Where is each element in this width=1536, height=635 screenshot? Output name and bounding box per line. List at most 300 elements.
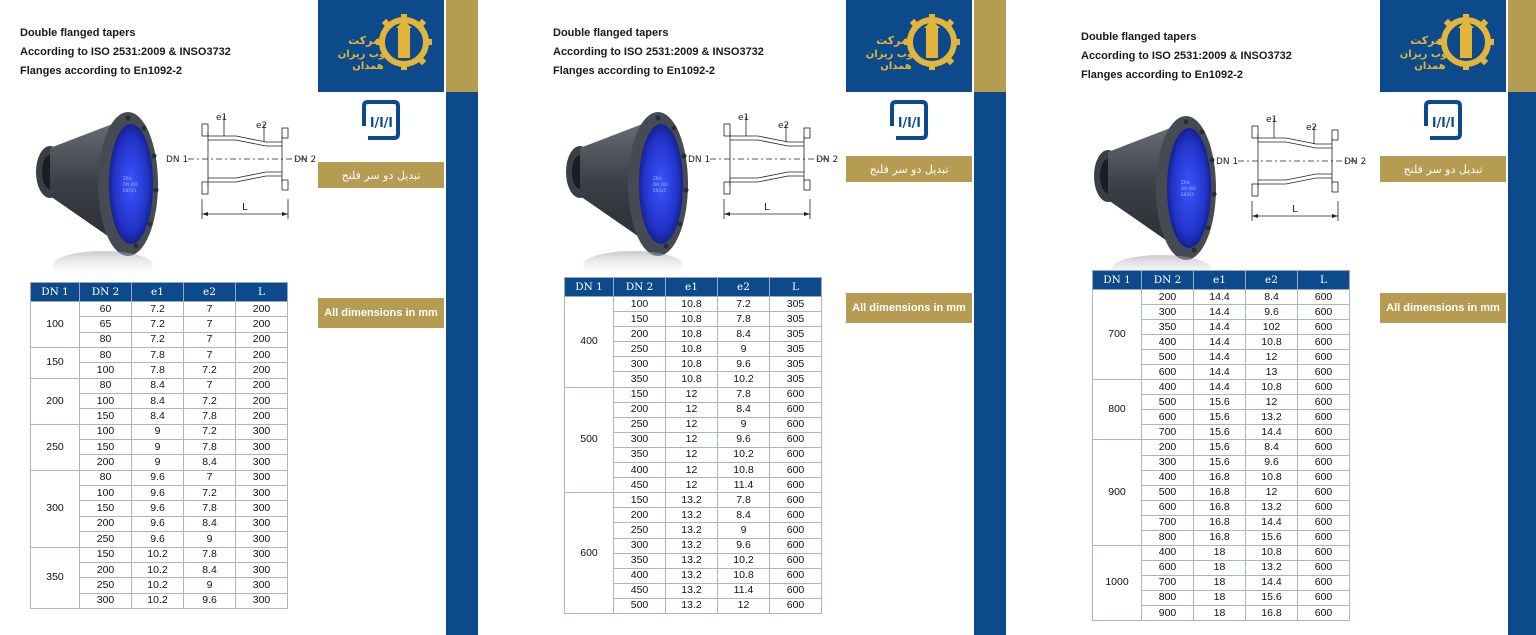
dn1-cell: 700 xyxy=(1093,290,1142,380)
e1-cell: 9 xyxy=(132,424,184,439)
table-header-row xyxy=(1093,271,1350,290)
e1-cell: 16.8 xyxy=(1194,515,1246,530)
e1-label: e1 xyxy=(1266,115,1278,125)
company-logo xyxy=(318,0,444,92)
logo-line-3: همدان xyxy=(880,61,912,72)
l-cell: 600 xyxy=(1298,590,1350,605)
l-cell: 600 xyxy=(1298,575,1350,590)
e2-cell: 13.2 xyxy=(1246,560,1298,575)
e2-cell: 14.4 xyxy=(1246,515,1298,530)
l-cell: 600 xyxy=(770,463,822,478)
e2-cell: 7 xyxy=(184,302,236,317)
table-body xyxy=(1093,290,1350,621)
e2-cell: 7.2 xyxy=(718,297,770,312)
dn2-cell: 80 xyxy=(80,348,132,363)
dn2-cell: 800 xyxy=(1142,590,1194,605)
e1-cell: 10.8 xyxy=(666,357,718,372)
e1-label: e1 xyxy=(216,113,228,123)
col-dn2-header: DN 2 xyxy=(80,283,132,302)
e1-cell: 15.6 xyxy=(1194,455,1246,470)
e1-cell: 13.2 xyxy=(666,508,718,523)
table-header-row xyxy=(31,283,288,302)
dn2-cell: 350 xyxy=(614,372,666,387)
dn2-cell: 400 xyxy=(1142,470,1194,485)
table-row xyxy=(1093,545,1350,560)
col-dn1-header: DN 1 xyxy=(565,278,614,297)
svg-text:EN545: EN545 xyxy=(123,188,137,193)
dn2-cell: 100 xyxy=(80,424,132,439)
dimensions-note: All dimensions in mm xyxy=(318,298,444,328)
l-cell: 600 xyxy=(1298,455,1350,470)
e2-cell: 8.4 xyxy=(184,516,236,531)
dn2-cell: 500 xyxy=(1142,395,1194,410)
l-cell: 300 xyxy=(236,516,288,531)
l-cell: 600 xyxy=(770,432,822,447)
logo-line-3: همدان xyxy=(352,61,384,72)
e1-cell: 15.6 xyxy=(1194,440,1246,455)
dn1-label: DN 1 xyxy=(1216,157,1239,167)
dn2-cell: 800 xyxy=(1142,530,1194,545)
dn2-cell: 250 xyxy=(614,342,666,357)
company-logo xyxy=(846,0,972,92)
table-row xyxy=(565,387,822,402)
dn2-cell: 300 xyxy=(614,357,666,372)
e1-cell: 14.4 xyxy=(1194,365,1246,380)
e2-cell: 10.2 xyxy=(718,372,770,387)
e1-cell: 14.4 xyxy=(1194,290,1246,305)
e1-cell: 13.2 xyxy=(666,553,718,568)
dn2-cell: 250 xyxy=(80,578,132,593)
e2-cell: 13.2 xyxy=(1246,410,1298,425)
dn2-label: DN 2 xyxy=(1344,157,1366,167)
dn2-label: DN 2 xyxy=(294,155,316,165)
l-cell: 600 xyxy=(1298,500,1350,515)
col-e1-header: e1 xyxy=(132,283,184,302)
l-cell: 600 xyxy=(1298,425,1350,440)
table-row xyxy=(565,297,822,312)
logo-line-1: شرکت xyxy=(876,34,912,47)
e2-cell: 7.2 xyxy=(184,486,236,501)
e2-cell: 10.8 xyxy=(1246,470,1298,485)
title-line-2: According to ISO 2531:2009 & INSO3732 xyxy=(1081,50,1292,62)
l-cell: 200 xyxy=(236,378,288,393)
e2-cell: 9.6 xyxy=(718,432,770,447)
l-cell: 305 xyxy=(770,357,822,372)
e2-cell: 10.8 xyxy=(1246,380,1298,395)
l-cell: 600 xyxy=(1298,440,1350,455)
l-cell: 600 xyxy=(1298,305,1350,320)
e2-cell: 16.8 xyxy=(1246,605,1298,620)
table-row xyxy=(1093,440,1350,455)
e2-cell: 7.8 xyxy=(718,493,770,508)
e1-cell: 13.2 xyxy=(666,568,718,583)
col-e1-header: e1 xyxy=(1194,271,1246,290)
e2-cell: 8.4 xyxy=(184,562,236,577)
l-cell: 600 xyxy=(1298,380,1350,395)
l-cell: 600 xyxy=(770,478,822,493)
gear-icon xyxy=(904,14,960,70)
panel-title-block xyxy=(1081,28,1292,85)
l-label: L xyxy=(242,202,248,213)
l-cell: 200 xyxy=(236,348,288,363)
dn2-cell: 450 xyxy=(614,583,666,598)
dn2-label: DN 2 xyxy=(816,155,838,165)
l-cell: 300 xyxy=(236,470,288,485)
l-cell: 300 xyxy=(236,562,288,577)
taper-photo xyxy=(558,100,698,280)
l-cell: 200 xyxy=(236,409,288,424)
dn2-cell: 60 xyxy=(80,302,132,317)
svg-text:DN 400: DN 400 xyxy=(123,182,138,187)
e1-cell: 10.8 xyxy=(666,297,718,312)
e1-cell: 12 xyxy=(666,387,718,402)
e1-cell: 12 xyxy=(666,463,718,478)
e1-cell: 15.6 xyxy=(1194,410,1246,425)
dn1-cell: 600 xyxy=(565,493,614,614)
table-row xyxy=(31,547,288,562)
l-cell: 300 xyxy=(236,547,288,562)
e2-cell: 9.6 xyxy=(1246,305,1298,320)
e2-cell: 8.4 xyxy=(718,402,770,417)
l-cell: 200 xyxy=(236,302,288,317)
dn2-cell: 500 xyxy=(614,598,666,613)
e1-cell: 9.6 xyxy=(132,486,184,501)
e1-cell: 14.4 xyxy=(1194,380,1246,395)
side-stripe xyxy=(1508,92,1536,635)
e2-cell: 15.6 xyxy=(1246,590,1298,605)
dn2-cell: 400 xyxy=(614,568,666,583)
dn2-cell: 80 xyxy=(80,470,132,485)
e2-cell: 14.4 xyxy=(1246,575,1298,590)
dn1-cell: 500 xyxy=(565,387,614,493)
dn2-cell: 100 xyxy=(80,486,132,501)
svg-text:EN545: EN545 xyxy=(653,188,667,193)
gear-icon xyxy=(1438,14,1494,70)
dn1-cell: 1000 xyxy=(1093,545,1142,620)
svg-text:ZRH: ZRH xyxy=(653,176,662,181)
col-dn1-header: DN 1 xyxy=(1093,271,1142,290)
e1-cell: 10.2 xyxy=(132,562,184,577)
dimensions-table-1 xyxy=(30,282,288,609)
l-cell: 305 xyxy=(770,312,822,327)
e2-label: e2 xyxy=(256,121,268,131)
catalog-panel-2 xyxy=(528,0,1006,635)
dn2-cell: 200 xyxy=(80,516,132,531)
e1-cell: 10.8 xyxy=(666,342,718,357)
logo-line-2: ذوب ریزان xyxy=(865,49,919,60)
e1-cell: 10.2 xyxy=(132,578,184,593)
dn2-cell: 450 xyxy=(614,478,666,493)
gold-accent xyxy=(1508,0,1536,92)
e2-cell: 9.6 xyxy=(718,357,770,372)
e2-cell: 7 xyxy=(184,348,236,363)
dn2-cell: 200 xyxy=(80,455,132,470)
e1-cell: 14.4 xyxy=(1194,335,1246,350)
e2-cell: 10.2 xyxy=(718,553,770,568)
l-cell: 600 xyxy=(770,598,822,613)
dn1-label: DN 1 xyxy=(688,155,711,165)
l-cell: 600 xyxy=(1298,350,1350,365)
e2-cell: 12 xyxy=(1246,485,1298,500)
e2-cell: 9 xyxy=(184,578,236,593)
e1-cell: 12 xyxy=(666,402,718,417)
product-name-label: تبدیل دو سر فلنج xyxy=(318,162,444,188)
col-e2-header: e2 xyxy=(718,278,770,297)
e2-cell: 7 xyxy=(184,470,236,485)
catalog-panel-1 xyxy=(0,0,478,635)
l-cell: 300 xyxy=(236,486,288,501)
dn2-cell: 300 xyxy=(1142,455,1194,470)
l-cell: 300 xyxy=(236,501,288,516)
e2-cell: 102 xyxy=(1246,320,1298,335)
e2-cell: 9 xyxy=(718,417,770,432)
e1-cell: 9.6 xyxy=(132,501,184,516)
dn2-cell: 250 xyxy=(614,417,666,432)
product-name-label: تبدیل دو سر فلنج xyxy=(1380,156,1506,182)
l-cell: 305 xyxy=(770,327,822,342)
e2-cell: 7.8 xyxy=(718,312,770,327)
col-l-header: L xyxy=(1298,271,1350,290)
catalog-panel-3 xyxy=(1056,0,1536,635)
table-row xyxy=(31,424,288,439)
l-cell: 305 xyxy=(770,342,822,357)
e1-cell: 8.4 xyxy=(132,409,184,424)
dn1-cell: 350 xyxy=(31,547,80,608)
col-l-header: L xyxy=(770,278,822,297)
dn2-cell: 150 xyxy=(80,501,132,516)
e2-cell: 12 xyxy=(1246,350,1298,365)
title-line-1: Double flanged tapers xyxy=(1081,31,1197,43)
l-cell: 200 xyxy=(236,317,288,332)
e1-cell: 16.8 xyxy=(1194,485,1246,500)
e2-cell: 9.6 xyxy=(184,593,236,608)
dn1-cell: 100 xyxy=(31,302,80,348)
l-cell: 300 xyxy=(236,593,288,608)
dn2-cell: 200 xyxy=(614,402,666,417)
dn2-cell: 300 xyxy=(614,432,666,447)
l-cell: 600 xyxy=(1298,545,1350,560)
dn2-cell: 150 xyxy=(80,547,132,562)
e2-label: e2 xyxy=(1306,123,1318,133)
l-cell: 600 xyxy=(1298,290,1350,305)
l-label: L xyxy=(764,202,770,213)
dn2-cell: 200 xyxy=(1142,290,1194,305)
taper-photo xyxy=(28,100,168,280)
taper-drawing xyxy=(688,104,838,234)
taper-drawing xyxy=(1216,106,1366,236)
dn1-cell: 300 xyxy=(31,470,80,547)
table-row xyxy=(31,348,288,363)
svg-text:ا/ا/ا: ا/ا/ا xyxy=(898,116,921,131)
dimensions-note: All dimensions in mm xyxy=(1380,293,1506,323)
dn2-cell: 100 xyxy=(614,297,666,312)
e1-cell: 13.2 xyxy=(666,538,718,553)
e2-cell: 10.8 xyxy=(718,568,770,583)
product-name-label: تبدیل دو سر فلنج xyxy=(846,156,972,182)
l-cell: 300 xyxy=(236,424,288,439)
title-line-1: Double flanged tapers xyxy=(553,27,669,39)
e1-cell: 18 xyxy=(1194,590,1246,605)
l-cell: 600 xyxy=(770,387,822,402)
dn2-cell: 700 xyxy=(1142,425,1194,440)
l-cell: 600 xyxy=(1298,470,1350,485)
e2-cell: 15.6 xyxy=(1246,530,1298,545)
svg-text:DN 400: DN 400 xyxy=(653,182,668,187)
e2-cell: 9.6 xyxy=(1246,455,1298,470)
dimensions-table-2 xyxy=(564,277,822,614)
e1-cell: 18 xyxy=(1194,575,1246,590)
e2-cell: 10.8 xyxy=(718,463,770,478)
e2-cell: 7.2 xyxy=(184,363,236,378)
dn2-cell: 350 xyxy=(614,447,666,462)
e1-cell: 15.6 xyxy=(1194,425,1246,440)
panel-title-block xyxy=(553,24,764,81)
company-logo xyxy=(1380,0,1506,92)
logo-line-1: شرکت xyxy=(348,34,384,47)
e1-cell: 16.8 xyxy=(1194,500,1246,515)
dn2-cell: 600 xyxy=(1142,410,1194,425)
l-cell: 600 xyxy=(770,538,822,553)
iso-standard-icon xyxy=(356,96,404,144)
e2-cell: 7 xyxy=(184,317,236,332)
dn2-cell: 400 xyxy=(614,463,666,478)
l-cell: 600 xyxy=(1298,365,1350,380)
l-cell: 600 xyxy=(770,417,822,432)
table-body xyxy=(31,302,288,609)
e1-label: e1 xyxy=(738,113,750,123)
e1-cell: 9.6 xyxy=(132,470,184,485)
e1-cell: 12 xyxy=(666,478,718,493)
title-line-1: Double flanged tapers xyxy=(20,27,136,39)
e2-cell: 14.4 xyxy=(1246,425,1298,440)
col-e2-header: e2 xyxy=(184,283,236,302)
logo-line-2: ذوب ریزان xyxy=(337,49,391,60)
dn2-cell: 80 xyxy=(80,378,132,393)
l-cell: 600 xyxy=(1298,410,1350,425)
dn2-cell: 150 xyxy=(614,312,666,327)
e1-cell: 10.8 xyxy=(666,312,718,327)
e2-cell: 12 xyxy=(1246,395,1298,410)
e1-cell: 13.2 xyxy=(666,493,718,508)
dn2-cell: 350 xyxy=(1142,320,1194,335)
l-cell: 600 xyxy=(1298,605,1350,620)
col-dn1-header: DN 1 xyxy=(31,283,80,302)
dn1-cell: 800 xyxy=(1093,380,1142,440)
svg-text:EN545: EN545 xyxy=(1181,192,1195,197)
e1-cell: 18 xyxy=(1194,545,1246,560)
dn2-cell: 700 xyxy=(1142,575,1194,590)
svg-text:ZRH: ZRH xyxy=(123,176,132,181)
e1-cell: 8.4 xyxy=(132,394,184,409)
e1-cell: 7.8 xyxy=(132,363,184,378)
dn2-cell: 700 xyxy=(1142,515,1194,530)
dn2-cell: 600 xyxy=(1142,365,1194,380)
e2-cell: 8.4 xyxy=(1246,290,1298,305)
logo-line-3: همدان xyxy=(1414,61,1446,72)
l-cell: 200 xyxy=(236,332,288,347)
e2-cell: 7 xyxy=(184,332,236,347)
dn2-cell: 400 xyxy=(1142,545,1194,560)
col-dn2-header: DN 2 xyxy=(614,278,666,297)
dn2-cell: 100 xyxy=(80,394,132,409)
gold-accent xyxy=(974,0,1006,92)
l-cell: 600 xyxy=(1298,320,1350,335)
dn2-cell: 200 xyxy=(614,327,666,342)
dn2-cell: 200 xyxy=(614,508,666,523)
e1-cell: 14.4 xyxy=(1194,320,1246,335)
e1-cell: 16.8 xyxy=(1194,530,1246,545)
title-line-2: According to ISO 2531:2009 & INSO3732 xyxy=(20,46,231,58)
e1-cell: 9 xyxy=(132,440,184,455)
e1-cell: 14.4 xyxy=(1194,350,1246,365)
e1-cell: 13.2 xyxy=(666,523,718,538)
svg-text:ا/ا/ا: ا/ا/ا xyxy=(1432,116,1455,131)
dn2-cell: 300 xyxy=(614,538,666,553)
taper-drawing xyxy=(166,104,316,234)
e2-cell: 7.8 xyxy=(184,440,236,455)
l-label: L xyxy=(1292,204,1298,215)
e2-cell: 11.4 xyxy=(718,478,770,493)
l-cell: 600 xyxy=(1298,530,1350,545)
col-dn2-header: DN 2 xyxy=(1142,271,1194,290)
logo-line-1: شرکت xyxy=(1410,34,1446,47)
e2-cell: 7.2 xyxy=(184,394,236,409)
table-body xyxy=(565,297,822,614)
l-cell: 600 xyxy=(1298,335,1350,350)
e1-cell: 12 xyxy=(666,417,718,432)
e1-cell: 10.2 xyxy=(132,593,184,608)
e2-cell: 7.8 xyxy=(184,409,236,424)
e2-cell: 9 xyxy=(184,532,236,547)
e2-cell: 7.8 xyxy=(718,387,770,402)
e2-cell: 8.4 xyxy=(184,455,236,470)
e1-cell: 16.8 xyxy=(1194,470,1246,485)
table-row xyxy=(31,302,288,317)
dn2-cell: 400 xyxy=(1142,335,1194,350)
col-e1-header: e1 xyxy=(666,278,718,297)
e1-cell: 10.8 xyxy=(666,327,718,342)
dn2-cell: 500 xyxy=(1142,350,1194,365)
dn2-cell: 400 xyxy=(1142,380,1194,395)
e1-cell: 7.2 xyxy=(132,317,184,332)
gear-icon xyxy=(376,14,432,70)
side-stripe xyxy=(446,92,478,635)
e2-cell: 13 xyxy=(1246,365,1298,380)
dn2-cell: 150 xyxy=(80,409,132,424)
dn2-cell: 80 xyxy=(80,332,132,347)
l-cell: 200 xyxy=(236,394,288,409)
e1-cell: 12 xyxy=(666,447,718,462)
l-cell: 600 xyxy=(770,493,822,508)
table-row xyxy=(31,470,288,485)
l-cell: 300 xyxy=(236,578,288,593)
l-cell: 305 xyxy=(770,372,822,387)
dn2-cell: 150 xyxy=(614,387,666,402)
iso-standard-icon xyxy=(1418,96,1466,144)
e1-cell: 13.2 xyxy=(666,598,718,613)
l-cell: 600 xyxy=(770,583,822,598)
e1-cell: 10.8 xyxy=(666,372,718,387)
svg-text:DN 400: DN 400 xyxy=(1181,186,1196,191)
e2-cell: 8.4 xyxy=(1246,440,1298,455)
dn2-cell: 300 xyxy=(80,593,132,608)
dn2-cell: 350 xyxy=(614,553,666,568)
dn2-cell: 250 xyxy=(80,532,132,547)
dn2-cell: 500 xyxy=(1142,485,1194,500)
e2-cell: 11.4 xyxy=(718,583,770,598)
e1-cell: 12 xyxy=(666,432,718,447)
e1-cell: 18 xyxy=(1194,560,1246,575)
